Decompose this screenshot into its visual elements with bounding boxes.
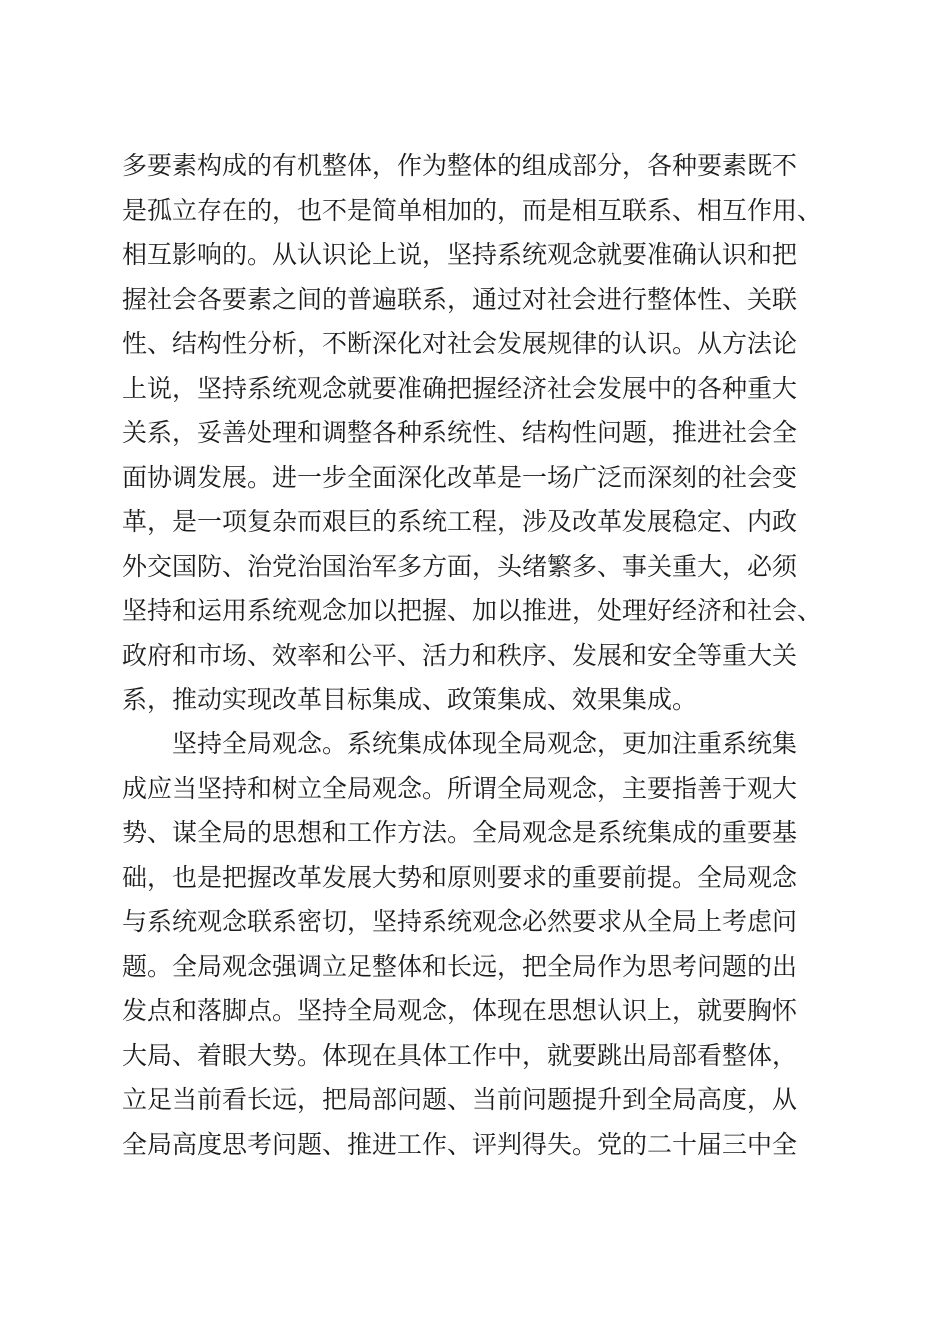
text-line: 是孤立存在的，也不是简单相加的，而是相互联系、相互作用、 [122, 195, 823, 225]
paragraph-global-view [122, 722, 832, 1167]
text-line: 大局、着眼大势。体现在具体工作中，就要跳出局部看整体， [122, 1040, 798, 1070]
text-line: 关系，妥善处理和调整各种系统性、结构性问题，推进社会全 [122, 418, 798, 447]
text-line: 上说，坚持系统观念就要准确把握经济社会发展中的各种重大 [122, 373, 798, 403]
text-line: 多要素构成的有机整体，作为整体的组成部分，各种要素既不 [122, 151, 798, 180]
text-line: 政府和市场、效率和公平、活力和秩序、发展和安全等重大关 [122, 640, 798, 670]
text-line: 性、结构性分析，不断深化对社会发展规律的认识。从方法论 [122, 329, 798, 358]
text-line: 立足当前看长远，把局部问题、当前问题提升到全局高度，从 [122, 1085, 798, 1114]
text-line: 与系统观念联系密切，坚持系统观念必然要求从全局上考虑问 [122, 907, 798, 936]
text-line-first-indented: 坚持全局观念。系统集成体现全局观念，更加注重系统集 [172, 729, 798, 758]
text-line: 坚持和运用系统观念加以把握、加以推进，处理好经济和社会、 [122, 596, 823, 625]
text-line: 成应当坚持和树立全局观念。所谓全局观念，主要指善于观大 [122, 773, 798, 803]
text-line: 面协调发展。进一步全面深化改革是一场广泛而深刻的社会变 [122, 462, 798, 492]
text-line: 全局高度思考问题、推进工作、评判得失。党的二十届三中全 [122, 1129, 798, 1159]
text-line: 握社会各要素之间的普遍联系，通过对社会进行整体性、关联 [122, 284, 798, 314]
text-line: 外交国防、治党治国治军多方面，头绪繁多、事关重大，必须 [122, 551, 798, 581]
text-line: 系，推动实现改革目标集成、政策集成、效果集成。 [122, 685, 698, 714]
text-line: 相互影响的。从认识论上说，坚持系统观念就要准确认识和把 [122, 240, 798, 269]
text-line: 础，也是把握改革发展大势和原则要求的重要前提。全局观念 [122, 862, 798, 892]
paragraph-continuation [122, 144, 832, 723]
text-line: 题。全局观念强调立足整体和长远，把全局作为思考问题的出 [122, 951, 798, 981]
text-line: 势、谋全局的思想和工作方法。全局观念是系统集成的重要基 [122, 818, 798, 847]
text-line: 发点和落脚点。坚持全局观念，体现在思想认识上，就要胸怀 [122, 996, 798, 1025]
text-line: 革，是一项复杂而艰巨的系统工程，涉及改革发展稳定、内政 [122, 507, 798, 536]
